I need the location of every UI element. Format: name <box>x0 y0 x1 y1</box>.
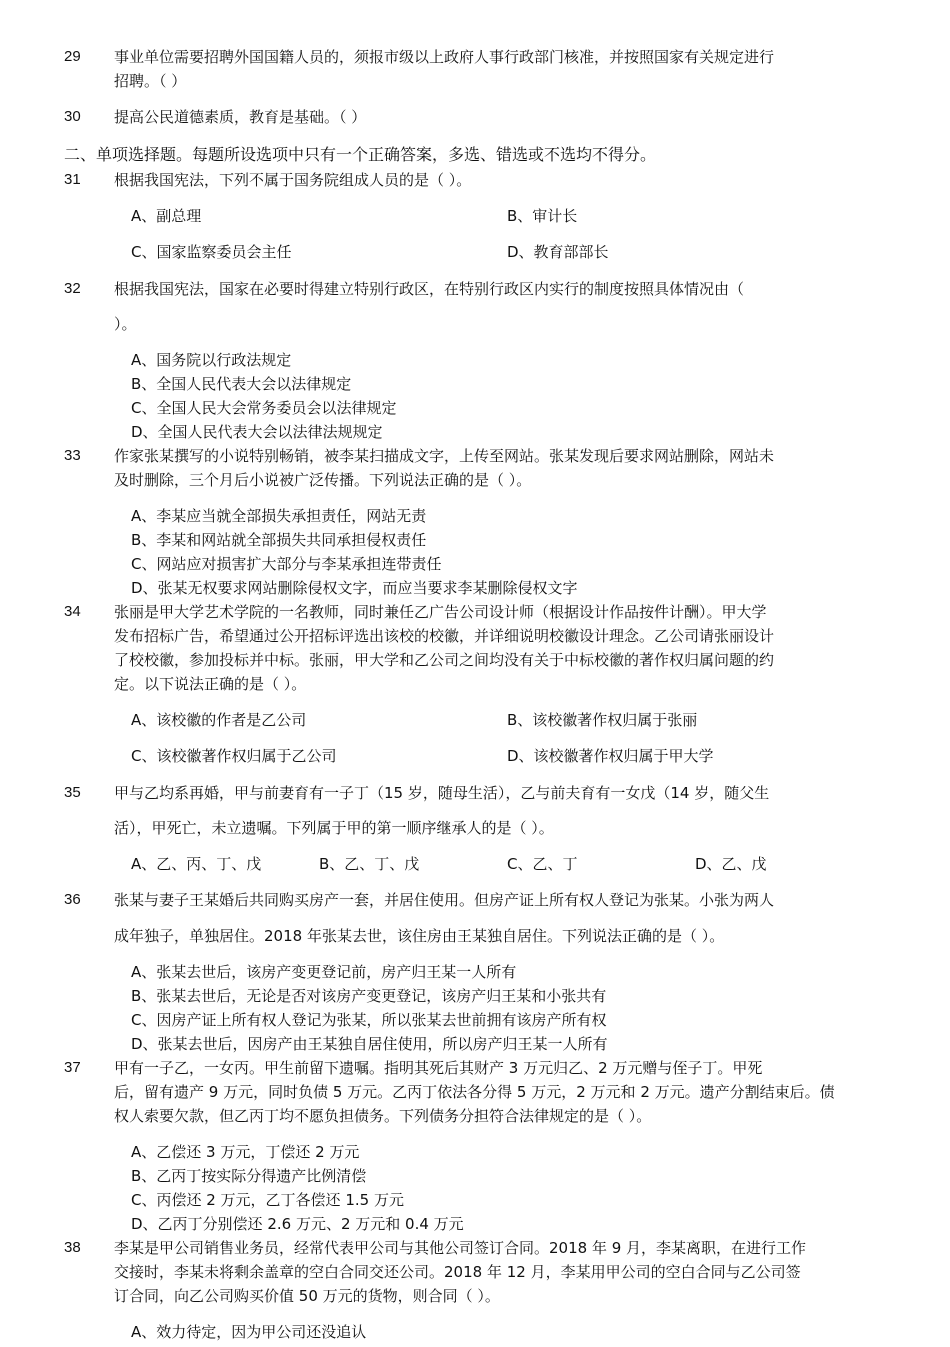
question-text: 甲与乙均系再婚，甲与前妻育有一子丁（15 岁，随母生活），乙与前夫育有一女戊（14 岁，随父生 <box>114 784 770 802</box>
option-a: A、李某应当就全部损失承担责任，网站无责 <box>131 507 427 525</box>
question-number: 35 <box>64 784 81 801</box>
question-text: 张丽是甲大学艺术学院的一名教师，同时兼任乙广告公司设计师（根据设计作品按件计酬）。甲大学 <box>114 603 767 621</box>
option-c: C、丙偿还 2 万元，乙丁各偿还 1.5 万元 <box>131 1191 404 1209</box>
question-number: 31 <box>64 171 81 188</box>
option-b: B、该校徽著作权归属于张丽 <box>507 711 698 729</box>
question-number: 38 <box>64 1239 81 1256</box>
question-text: 发布招标广告，希望通过公开招标评选出该校的校徽，并详细说明校徽设计理念。乙公司请张丽设计 <box>114 627 775 645</box>
question-text: 定。以下说法正确的是（ ）。 <box>114 675 307 693</box>
option-c: C、全国人民大会常务委员会以法律规定 <box>131 399 397 417</box>
option-a: A、乙偿还 3 万元，丁偿还 2 万元 <box>131 1143 360 1161</box>
question-number: 34 <box>64 603 81 620</box>
question-text: 事业单位需要招聘外国国籍人员的，须报市级以上政府人事行政部门核准，并按照国家有关规定进行 <box>114 48 775 66</box>
question-text: 根据我国宪法，国家在必要时得建立特别行政区，在特别行政区内实行的制度按照具体情况由（ <box>114 280 745 298</box>
option-b: B、张某去世后，无论是否对该房产变更登记，该房产归王某和小张共有 <box>131 987 607 1005</box>
option-c: C、因房产证上所有权人登记为张某，所以张某去世前拥有该房产所有权 <box>131 1011 607 1029</box>
question-text: 成年独子，单独居住。2018 年张某去世，该住房由王某独自居住。下列说法正确的是（ ）。 <box>114 927 725 945</box>
question-text: 招聘。（ ） <box>114 72 187 90</box>
question-text: 及时删除，三个月后小说被广泛传播。下列说法正确的是（ ）。 <box>114 471 532 489</box>
question-text: 甲有一子乙，一女丙。甲生前留下遗嘱。指明其死后其财产 3 万元归乙、2 万元赠与侄子丁。甲死 <box>114 1059 763 1077</box>
option-d: D、乙、戊 <box>695 855 767 873</box>
question-number: 33 <box>64 447 81 464</box>
option-b: B、全国人民代表大会以法律规定 <box>131 375 352 393</box>
option-b: B、乙、丁、戊 <box>319 855 420 873</box>
question-text: 了校校徽，参加投标并中标。张丽，甲大学和乙公司之间均没有关于中标校徽的著作权归属问题的约 <box>114 651 775 669</box>
question-text: 根据我国宪法，下列不属于国务院组成人员的是（ ）。 <box>114 171 472 189</box>
option-b: B、李某和网站就全部损失共同承担侵权责任 <box>131 531 427 549</box>
question-text: 权人索要欠款，但乙丙丁均不愿负担债务。下列债务分担符合法律规定的是（ ）。 <box>114 1107 652 1125</box>
question-text: 提高公民道德素质，教育是基础。（ ） <box>114 108 367 126</box>
option-a: A、副总理 <box>131 207 202 225</box>
question-text: 订合同，向乙公司购买价值 50 万元的货物，则合同（ ）。 <box>114 1287 500 1305</box>
option-a: A、该校徽的作者是乙公司 <box>131 711 307 729</box>
option-a: A、效力待定，因为甲公司还没追认 <box>131 1323 367 1341</box>
option-d: D、全国人民代表大会以法律法规规定 <box>131 423 383 441</box>
question-text: 活），甲死亡，未立遗嘱。下列属于甲的第一顺序继承人的是（ ）。 <box>114 819 554 837</box>
option-c: C、国家监察委员会主任 <box>131 243 292 261</box>
option-a: A、张某去世后，该房产变更登记前，房产归王某一人所有 <box>131 963 517 981</box>
option-c: C、网站应对损害扩大部分与李某承担连带责任 <box>131 555 442 573</box>
option-d: D、该校徽著作权归属于甲大学 <box>507 747 714 765</box>
question-number: 29 <box>64 48 81 65</box>
option-a: A、国务院以行政法规定 <box>131 351 292 369</box>
question-number: 32 <box>64 280 81 297</box>
question-text: 张某与妻子王某婚后共同购买房产一套，并居住使用。但房产证上所有权人登记为张某。小张为两人 <box>114 891 775 909</box>
option-a: A、乙、丙、丁、戊 <box>131 855 262 873</box>
option-d: D、张某无权要求网站删除侵权文字，而应当要求李某删除侵权文字 <box>131 579 578 597</box>
question-number: 36 <box>64 891 81 908</box>
question-text: 李某是甲公司销售业务员，经常代表甲公司与其他公司签订合同。2018 年 9 月，李某离职，在进行工作 <box>114 1239 807 1257</box>
question-text: 交接时，李某未将剩余盖章的空白合同交还公司。2018 年 12 月，李某用甲公司的空白合同与乙公司签 <box>114 1263 801 1281</box>
question-number: 30 <box>64 108 81 125</box>
option-c: C、乙、丁 <box>507 855 578 873</box>
option-d: D、教育部部长 <box>507 243 609 261</box>
option-b: B、乙丙丁按实际分得遗产比例清偿 <box>131 1167 367 1185</box>
section-heading: 二、单项选择题。每题所设选项中只有一个正确答案，多选、错选或不选均不得分。 <box>64 145 657 164</box>
question-number: 37 <box>64 1059 81 1076</box>
option-c: C、该校徽著作权归属于乙公司 <box>131 747 337 765</box>
option-b: B、审计长 <box>507 207 578 225</box>
question-text: 后，留有遗产 9 万元，同时负债 5 万元。乙丙丁依法各分得 5 万元，2 万元和 2 万元。遗产分割结束后。债 <box>114 1083 835 1101</box>
question-text: 作家张某撰写的小说特别畅销，被李某扫描成文字，上传至网站。张某发现后要求网站删除，网站未 <box>114 447 775 465</box>
option-d: D、张某去世后，因房产由王某独自居住使用，所以房产归王某一人所有 <box>131 1035 608 1053</box>
option-d: D、乙丙丁分别偿还 2.6 万元、2 万元和 0.4 万元 <box>131 1215 464 1233</box>
question-text: ）。 <box>114 315 137 333</box>
